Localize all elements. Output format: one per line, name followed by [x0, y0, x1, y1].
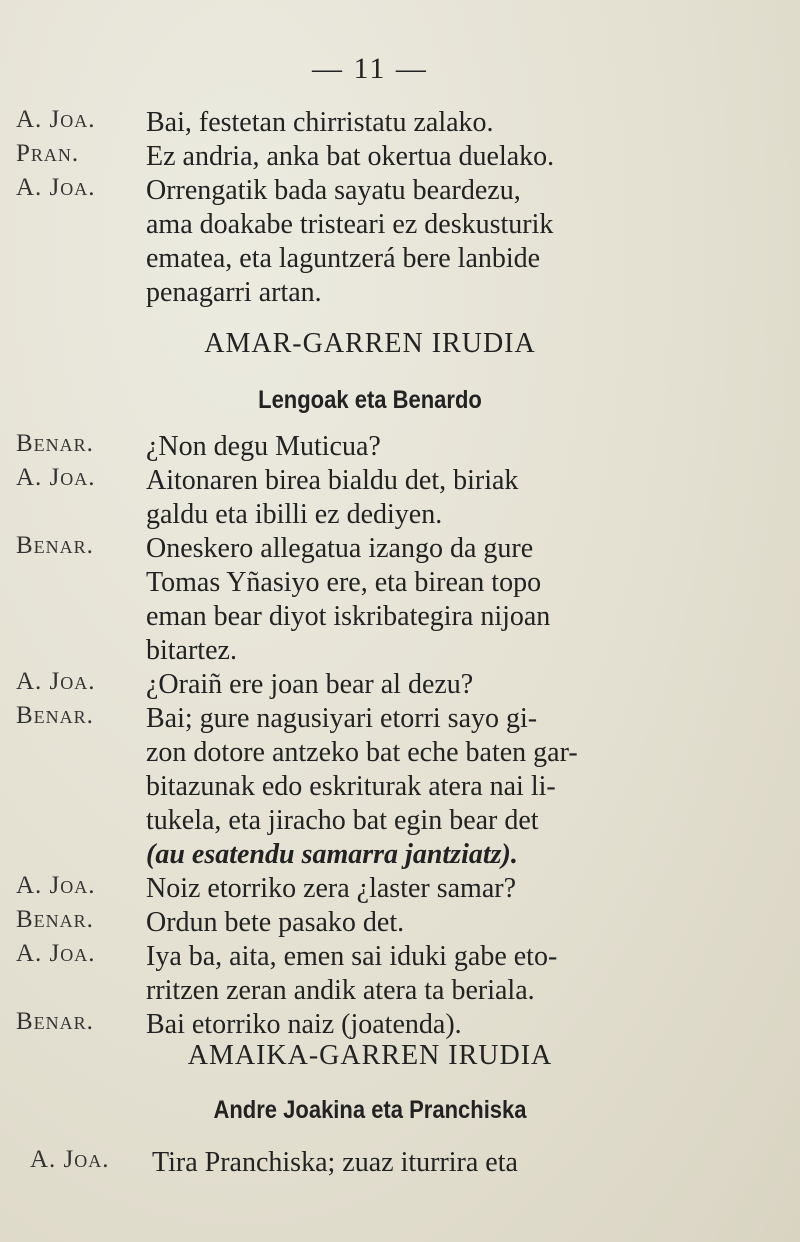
speaker-label: Benar.: [16, 532, 94, 559]
speaker-label: Benar.: [16, 702, 94, 729]
dialogue-text: rritzen zeran andik atera ta beriala.: [146, 975, 535, 1006]
scene-title: AMAIKA-GARREN IRUDIA: [187, 1040, 553, 1071]
dialogue-text: Ordun bete pasako det.: [146, 907, 405, 938]
dialogue-line: [0, 498, 800, 532]
dialogue-line: [0, 464, 800, 498]
dialogue-text: bitazunak edo eskriturak atera nai li-: [146, 771, 556, 802]
speaker-label: A. Joa.: [16, 668, 96, 695]
speaker-label: A. Joa.: [16, 940, 96, 967]
dialogue-text: Bai etorriko naiz (joatenda).: [146, 1009, 462, 1040]
speaker-label: Benar.: [16, 430, 94, 457]
dialogue-line: [0, 1008, 800, 1042]
speaker-label: A. Joa.: [16, 174, 96, 201]
dialogue-text: ¿Oraiñ ere joan bear al dezu?: [146, 669, 474, 700]
dialogue-line: [0, 940, 800, 974]
dialogue-text: eman bear diyot iskribategira nijoan: [146, 601, 551, 632]
dialogue-line: [0, 600, 800, 634]
dialogue-block-2: [0, 430, 800, 1042]
dialogue-text: Iya ba, aita, emen sai iduki gabe eto-: [146, 941, 558, 972]
dialogue-text: ematea, eta laguntzerá bere lanbide: [146, 243, 541, 274]
dialogue-line: [0, 770, 800, 804]
dialogue-text: Noiz etorriko zera ¿laster samar?: [146, 873, 517, 904]
dialogue-text: tukela, eta jiracho bat egin bear det: [146, 805, 539, 836]
stage-direction: (au esatendu samarra jantziatz).: [146, 839, 518, 870]
dialogue-line: [0, 872, 800, 906]
dialogue-line: [0, 1146, 800, 1180]
dialogue-line: [0, 106, 800, 140]
dialogue-line: [0, 276, 800, 310]
dialogue-text: Aitonaren birea bialdu det, biriak: [146, 465, 519, 496]
dialogue-line: [0, 430, 800, 464]
dialogue-line: [0, 174, 800, 208]
dialogue-line: [0, 906, 800, 940]
dialogue-line: [0, 974, 800, 1008]
speaker-label: A. Joa.: [30, 1146, 110, 1173]
dialogue-line: [0, 208, 800, 242]
dialogue-text: bitartez.: [146, 635, 237, 666]
dialogue-text: Ez andria, anka bat okertua duelako.: [146, 141, 555, 172]
dialogue-text: Oneskero allegatua izango da gure: [146, 533, 534, 564]
dialogue-line: [0, 702, 800, 736]
dialogue-line: [0, 804, 800, 838]
dialogue-line: [0, 634, 800, 668]
dialogue-line: [0, 668, 800, 702]
scene-title: AMAR-GARREN IRUDIA: [204, 328, 536, 359]
dialogue-text: galdu eta ibilli ez dediyen.: [146, 499, 443, 530]
speaker-label: A. Joa.: [16, 464, 96, 491]
dialogue-text: Bai, festetan chirristatu zalako.: [146, 107, 494, 138]
dialogue-line: [0, 838, 800, 872]
dialogue-text: ama doakabe tristeari ez deskusturik: [146, 209, 554, 240]
dialogue-line: [0, 140, 800, 174]
scene-subtitle: Andre Joakina eta Pranchiska: [213, 1096, 527, 1124]
speaker-label: Benar.: [16, 1008, 94, 1035]
dialogue-text: zon dotore antzeko bat eche baten gar-: [146, 737, 578, 768]
dialogue-text: Bai; gure nagusiyari etorri sayo gi-: [146, 703, 538, 734]
dialogue-line: [0, 736, 800, 770]
dialogue-line: [0, 532, 800, 566]
speaker-label: A. Joa.: [16, 106, 96, 133]
speaker-label: Pran.: [16, 140, 80, 167]
dialogue-text: Tomas Yñasiyo ere, eta birean topo: [146, 567, 542, 598]
speaker-label: A. Joa.: [16, 872, 96, 899]
dialogue-text: ¿Non degu Muticua?: [146, 431, 381, 462]
scene-subtitle: Lengoak eta Benardo: [258, 386, 482, 414]
dialogue-line: [0, 242, 800, 276]
dialogue-text: Orrengatik bada sayatu beardezu,: [146, 175, 521, 206]
dialogue-block-3: [0, 1146, 800, 1180]
dialogue-block-1: [0, 106, 800, 310]
dialogue-text: penagarri artan.: [146, 277, 322, 308]
dialogue-line: [0, 566, 800, 600]
speaker-label: Benar.: [16, 906, 94, 933]
dialogue-text: Tira Pranchiska; zuaz iturrira eta: [152, 1147, 518, 1178]
page-number: — 11 —: [312, 52, 428, 85]
